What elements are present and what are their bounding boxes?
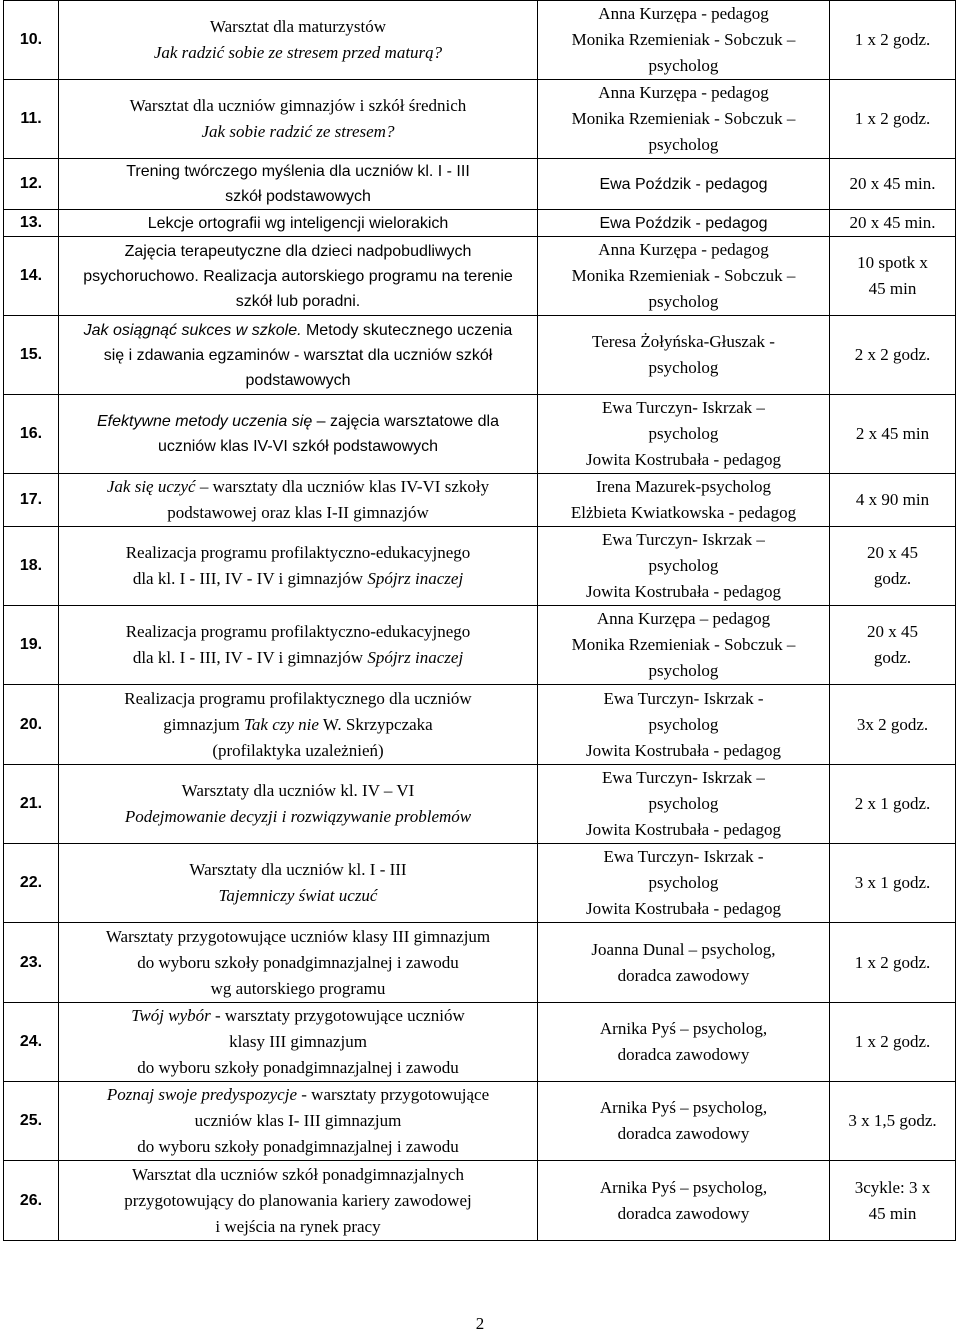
presenter-line: Teresa Żołyńska-Głuszak - <box>592 332 775 351</box>
presenter-line: Jowita Kostrubała - pedagog <box>586 820 781 839</box>
title-text: Zajęcia terapeutyczne dla dzieci nadpobudliwych <box>124 242 472 260</box>
program-title <box>59 844 538 923</box>
title-line <box>63 738 533 764</box>
presenter-cell <box>538 844 830 923</box>
title-line <box>63 1108 533 1134</box>
title-text: Lekcje ortografii wg inteligencji wielorakich <box>147 214 449 232</box>
duration-line: 20 x 45 min. <box>849 174 936 193</box>
title-text: Warsztat dla uczniów szkół ponadgimnazjalnych <box>132 1164 464 1184</box>
title-text: Warsztaty dla uczniów kl. I - III <box>189 860 407 879</box>
title-line <box>63 1214 533 1240</box>
presenter-line: Jowita Kostrubała - pedagog <box>586 740 781 760</box>
program-title <box>59 1082 538 1161</box>
row-number: 23. <box>4 923 59 1003</box>
title-italic-text: Jak osiągnąć sukces w szkole. <box>83 321 302 339</box>
presenter-line: psycholog <box>648 135 719 154</box>
table-row <box>4 80 956 159</box>
presenter-line: doradca zawodowy <box>617 965 750 985</box>
table-row <box>4 685 956 765</box>
title-text: do wyboru szkoły ponadgimnazjalnej i zawodu <box>137 1058 459 1077</box>
title-text: się i zdawania egzaminów - warsztat dla uczniów szkół <box>103 346 493 364</box>
title-line <box>63 857 533 883</box>
duration-line: 3x 2 godz. <box>856 714 929 734</box>
title-text: szkół lub poradni. <box>235 292 361 310</box>
title-text: Warsztaty dla uczniów kl. IV – VI <box>181 781 415 800</box>
title-text: przygotowujący do planowania kariery zawodowej <box>124 1190 472 1210</box>
row-number: 17. <box>4 474 59 527</box>
program-title <box>59 474 538 527</box>
title-line <box>63 778 533 804</box>
presenter-line: psycholog <box>648 714 719 734</box>
title-line <box>63 318 533 343</box>
program-title <box>59 923 538 1003</box>
title-line <box>63 712 533 738</box>
title-italic-text: Spójrz inaczej <box>367 569 464 588</box>
presenter-line: Arnika Pyś – psycholog, <box>599 1098 768 1117</box>
row-number: 10. <box>4 1 59 80</box>
title-line <box>63 924 533 950</box>
presenter-line: Ewa Turczyn- Iskrzak - <box>603 847 764 866</box>
table-row <box>4 923 956 1003</box>
presenter-line: Jowita Kostrubała - pedagog <box>586 582 781 601</box>
program-title <box>59 765 538 844</box>
title-text: klasy III gimnazjum <box>229 1032 367 1051</box>
table-row <box>4 395 956 474</box>
presenter-line: Arnika Pyś – psycholog, <box>599 1177 768 1197</box>
table-row <box>4 1082 956 1161</box>
presenter-line: psycholog <box>648 56 719 75</box>
title-line <box>63 184 533 209</box>
presenter-line: Anna Kurzępa – pedagog <box>596 609 771 628</box>
duration-line: 10 spotk x <box>857 253 928 272</box>
duration-cell <box>830 606 956 685</box>
duration-cell <box>830 159 956 210</box>
table-row <box>4 1161 956 1241</box>
table-row <box>4 210 956 237</box>
program-title <box>59 685 538 765</box>
duration-line: 3cykle: 3 x <box>854 1177 931 1197</box>
presenter-line: doradca zawodowy <box>617 1124 750 1143</box>
duration-cell <box>830 844 956 923</box>
row-number: 21. <box>4 765 59 844</box>
duration-cell <box>830 685 956 765</box>
title-text: Metody skutecznego uczenia <box>301 321 513 339</box>
duration-cell <box>830 316 956 395</box>
duration-line: 20 x 45 <box>867 543 918 562</box>
title-line <box>63 976 533 1002</box>
title-line <box>63 1082 533 1108</box>
title-text: do wyboru szkoły ponadgimnazjalnej i zawodu <box>137 952 459 972</box>
title-line <box>63 409 533 434</box>
title-text: Warsztat dla maturzystów <box>209 17 387 36</box>
presenter-line: Ewa Turczyn- Iskrzak – <box>602 768 765 787</box>
duration-line: 20 x 45 min. <box>849 213 936 232</box>
duration-cell <box>830 1003 956 1082</box>
presenter-line: Elżbieta Kwiatkowska - pedagog <box>570 503 797 522</box>
duration-line: godz. <box>873 648 912 667</box>
presenter-line: Ewa Turczyn- Iskrzak - <box>603 688 764 708</box>
title-line <box>63 239 533 264</box>
presenter-line: Ewa Poździk - pedagog <box>599 175 768 193</box>
row-number: 20. <box>4 685 59 765</box>
duration-line: godz. <box>873 569 912 588</box>
presenter-cell <box>538 527 830 606</box>
presenter-line: Monika Rzemieniak - Sobczuk – <box>571 635 796 654</box>
title-text: gimnazjum <box>163 714 245 734</box>
program-title <box>59 1003 538 1082</box>
title-line <box>63 500 533 526</box>
row-number: 24. <box>4 1003 59 1082</box>
presenter-cell <box>538 1 830 80</box>
title-line <box>63 474 533 500</box>
title-text: szkół podstawowych <box>225 188 371 205</box>
row-number: 16. <box>4 395 59 474</box>
title-text: podstawowych <box>245 371 351 389</box>
presenter-cell <box>538 1161 830 1241</box>
title-line <box>63 264 533 289</box>
duration-cell <box>830 395 956 474</box>
table-row <box>4 527 956 606</box>
row-number: 12. <box>4 159 59 210</box>
presenter-line: Ewa Turczyn- Iskrzak – <box>602 530 765 549</box>
title-line <box>63 119 533 145</box>
presenter-cell <box>538 80 830 159</box>
title-line <box>63 645 533 671</box>
title-italic-text: Poznaj swoje predyspozycje <box>106 1085 297 1104</box>
title-italic-text: Tajemniczy świat uczuć <box>218 886 378 905</box>
presenter-line: Jowita Kostrubała - pedagog <box>586 450 781 469</box>
title-line <box>63 1029 533 1055</box>
duration-line: 2 x 45 min <box>855 424 930 443</box>
table-row <box>4 159 956 210</box>
duration-line: 1 x 2 godz. <box>854 1032 931 1051</box>
title-text: i wejścia na rynek pracy <box>215 1216 381 1236</box>
presenter-cell <box>538 685 830 765</box>
duration-line: 45 min <box>868 1203 917 1223</box>
title-text: uczniów klas I- III gimnazjum <box>194 1111 402 1130</box>
program-title <box>59 395 538 474</box>
title-text: Realizacja programu profilaktyczno-edukacyjnego <box>125 622 471 641</box>
presenter-cell <box>538 395 830 474</box>
presenter-line: Monika Rzemieniak - Sobczuk – <box>571 266 796 285</box>
title-text: - warsztaty przygotowujące <box>297 1085 490 1104</box>
title-line <box>63 289 533 314</box>
title-line <box>63 1162 533 1188</box>
presenter-cell <box>538 237 830 316</box>
title-text: wg autorskiego programu <box>210 978 386 998</box>
presenter-line: psycholog <box>648 556 719 575</box>
row-number: 26. <box>4 1161 59 1241</box>
presenter-cell <box>538 923 830 1003</box>
table-row <box>4 1 956 80</box>
presenter-cell <box>538 316 830 395</box>
title-line <box>63 686 533 712</box>
title-text: Warsztaty przygotowujące uczniów klasy III gimnazjum <box>105 926 491 946</box>
duration-cell <box>830 527 956 606</box>
title-line <box>63 804 533 830</box>
title-italic-text: Tak czy nie <box>244 714 319 734</box>
row-number: 13. <box>4 210 59 237</box>
title-text: dla kl. I - III, IV - IV i gimnazjów <box>132 569 368 588</box>
title-line <box>63 211 533 236</box>
row-number: 15. <box>4 316 59 395</box>
presenter-line: Irena Mazurek-psycholog <box>595 477 772 496</box>
duration-cell <box>830 80 956 159</box>
duration-line: 1 x 2 godz. <box>854 952 931 972</box>
duration-cell <box>830 1161 956 1241</box>
title-italic-text: Jak radzić sobie ze stresem przed maturą? <box>153 43 443 62</box>
presenter-line: Monika Rzemieniak - Sobczuk – <box>571 30 796 49</box>
title-line <box>63 343 533 368</box>
table-row <box>4 316 956 395</box>
program-title <box>59 606 538 685</box>
duration-cell <box>830 474 956 527</box>
title-line <box>63 619 533 645</box>
title-line <box>63 566 533 592</box>
title-italic-text: Podejmowanie decyzji i rozwiązywanie problemów <box>124 807 472 826</box>
title-line <box>63 1134 533 1160</box>
presenter-line: psycholog <box>648 424 719 443</box>
row-number: 25. <box>4 1082 59 1161</box>
title-text: - warsztaty przygotowujące uczniów <box>210 1006 465 1025</box>
program-title <box>59 210 538 237</box>
title-italic-text: Efektywne metody uczenia się <box>97 413 313 430</box>
duration-cell <box>830 210 956 237</box>
title-line <box>63 434 533 459</box>
presenter-cell <box>538 606 830 685</box>
title-italic-text: Jak się uczyć <box>106 477 196 496</box>
duration-line: 1 x 2 godz. <box>854 30 931 49</box>
presenter-line: Anna Kurzępa - pedagog <box>598 240 769 259</box>
presenter-cell <box>538 1082 830 1161</box>
presenter-line: Ewa Poździk - pedagog <box>599 214 768 232</box>
title-text: psychoruchowo. Realizacja autorskiego programu na terenie <box>83 267 513 285</box>
presenter-line: psycholog <box>648 794 719 813</box>
presenter-line: psycholog <box>648 292 719 311</box>
title-text: uczniów klas IV-VI szkół podstawowych <box>157 438 439 455</box>
row-number: 22. <box>4 844 59 923</box>
presenter-line: Monika Rzemieniak - Sobczuk – <box>571 109 796 128</box>
title-line <box>63 93 533 119</box>
presenter-line: psycholog <box>648 358 719 377</box>
title-text: Realizacja programu profilaktycznego dla uczniów <box>124 688 472 708</box>
page-number: 2 <box>475 1314 485 1333</box>
table-row <box>4 606 956 685</box>
program-title <box>59 80 538 159</box>
row-number: 14. <box>4 237 59 316</box>
duration-line: 4 x 90 min <box>855 490 930 509</box>
title-text: W. Skrzypczaka <box>318 714 433 734</box>
presenter-line: psycholog <box>648 661 719 680</box>
program-title <box>59 527 538 606</box>
title-line <box>63 1003 533 1029</box>
row-number: 19. <box>4 606 59 685</box>
title-line <box>63 1055 533 1081</box>
title-line <box>63 159 533 184</box>
presenter-line: Ewa Turczyn- Iskrzak – <box>602 398 765 417</box>
duration-line: 2 x 1 godz. <box>854 794 931 813</box>
row-number: 11. <box>4 80 59 159</box>
presenter-line: Anna Kurzępa - pedagog <box>598 4 769 23</box>
duration-line: 1 x 2 godz. <box>854 109 931 128</box>
program-title <box>59 237 538 316</box>
title-text: Trening twórczego myślenia dla uczniów kl. I - III <box>126 163 470 180</box>
duration-line: 3 x 1 godz. <box>854 873 931 892</box>
presenter-line: Jowita Kostrubała - pedagog <box>586 899 781 918</box>
presenter-line: doradca zawodowy <box>617 1203 750 1223</box>
program-title <box>59 1161 538 1241</box>
title-italic-text: Spójrz inaczej <box>367 648 464 667</box>
title-line <box>63 883 533 909</box>
duration-line: 20 x 45 <box>867 622 918 641</box>
table-row <box>4 474 956 527</box>
title-text: podstawowej oraz klas I-II gimnazjów <box>167 503 429 522</box>
duration-cell <box>830 237 956 316</box>
presenter-line: Joanna Dunal – psycholog, <box>591 939 776 959</box>
program-title <box>59 1 538 80</box>
title-line <box>63 1188 533 1214</box>
program-table <box>3 0 956 1241</box>
title-text: dla kl. I - III, IV - IV i gimnazjów <box>132 648 368 667</box>
presenter-cell <box>538 765 830 844</box>
presenter-line: doradca zawodowy <box>617 1045 750 1064</box>
title-text: – zajęcia warsztatowe dla <box>312 413 499 430</box>
title-line <box>63 40 533 66</box>
title-italic-text: Twój wybór <box>131 1006 211 1025</box>
table-row <box>4 844 956 923</box>
presenter-line: Arnika Pyś – psycholog, <box>599 1019 768 1038</box>
presenter-cell <box>538 159 830 210</box>
duration-cell <box>830 1 956 80</box>
duration-cell <box>830 1082 956 1161</box>
title-line <box>63 14 533 40</box>
presenter-line: Anna Kurzępa - pedagog <box>598 83 769 102</box>
row-number: 18. <box>4 527 59 606</box>
table-row <box>4 1003 956 1082</box>
title-text: do wyboru szkoły ponadgimnazjalnej i zawodu <box>137 1137 459 1156</box>
title-line <box>63 540 533 566</box>
presenter-cell <box>538 474 830 527</box>
title-line <box>63 368 533 393</box>
title-text: (profilaktyka uzależnień) <box>212 740 384 760</box>
program-title <box>59 159 538 210</box>
title-text: – warsztaty dla uczniów klas IV-VI szkoły <box>195 477 490 496</box>
table-row <box>4 765 956 844</box>
program-title <box>59 316 538 395</box>
duration-line: 2 x 2 godz. <box>854 345 931 364</box>
presenter-cell <box>538 210 830 237</box>
title-text: Realizacja programu profilaktyczno-edukacyjnego <box>125 543 471 562</box>
duration-cell <box>830 923 956 1003</box>
duration-line: 3 x 1,5 godz. <box>848 1111 937 1130</box>
duration-cell <box>830 765 956 844</box>
title-line <box>63 950 533 976</box>
table-row <box>4 237 956 316</box>
presenter-line: psycholog <box>648 873 719 892</box>
title-italic-text: Jak sobie radzić ze stresem? <box>201 122 395 141</box>
duration-line: 45 min <box>868 279 917 298</box>
title-text: Warsztat dla uczniów gimnazjów i szkół średnich <box>129 96 467 115</box>
presenter-cell <box>538 1003 830 1082</box>
